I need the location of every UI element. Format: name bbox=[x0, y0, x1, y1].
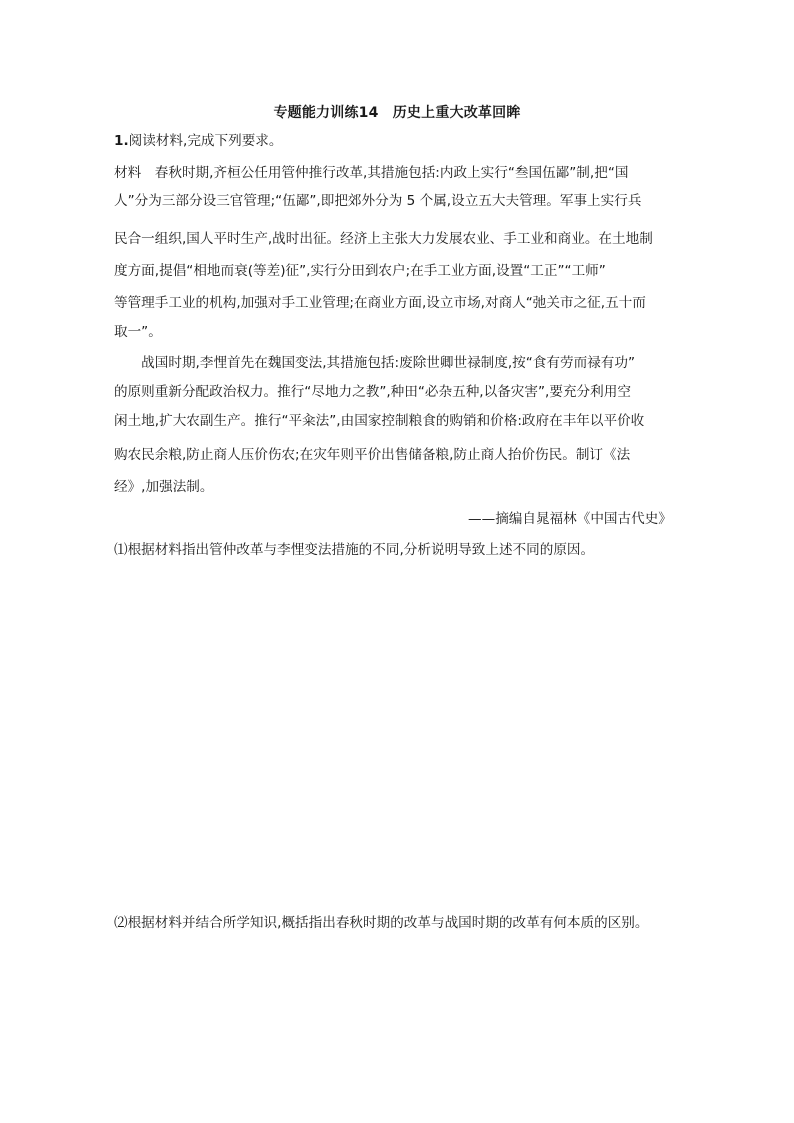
question-header bbox=[114, 132, 282, 150]
material-line: 等管理手工业的机构,加强对手工业管理;在商业方面,设立市场,对商人“弛关市之征,五十而 bbox=[114, 295, 646, 311]
material-line: 的原则重新分配政治权力。推行“尽地力之教”,种田“必杂五种,以备灾害”,要充分利用空 bbox=[114, 384, 631, 400]
page-title: 专题能力训练14 历史上重大改革回眸 bbox=[273, 105, 521, 121]
material-line: 材料 春秋时期,齐桓公任用管仲推行改革,其措施包括:内政上实行“叁国伍鄙”制,把“国 bbox=[114, 165, 629, 181]
sub-question-1: ⑴根据材料指出管仲改革与李悝变法措施的不同,分析说明导致上述不同的原因。 bbox=[114, 542, 595, 558]
material-line: 度方面,提倡“相地而衰(等差)征”,实行分田到农户;在手工业方面,设置“工正”“工师” bbox=[114, 263, 606, 279]
material-line: 闲土地,扩大农副生产。推行“平籴法”,由国家控制粮食的购销和价格:政府在丰年以平价收 bbox=[114, 413, 645, 429]
question-number: 1. bbox=[114, 133, 129, 149]
sub-question-2: ⑵根据材料并结合所学知识,概括指出春秋时期的改革与战国时期的改革有何本质的区别。 bbox=[114, 915, 649, 931]
material-line: 经》,加强法制。 bbox=[114, 479, 214, 495]
question-prompt: 阅读材料,完成下列要求。 bbox=[128, 133, 283, 149]
material-line: 取一”。 bbox=[114, 324, 162, 340]
material-line: 人”分为三部分设三官管理;“伍鄙”,即把郊外分为 5 个属,设立五大夫管理。军事上实行兵 bbox=[114, 193, 642, 209]
material-line: 民合一组织,国人平时生产,战时出征。经济上主张大力发展农业、手工业和商业。在土地制 bbox=[114, 231, 653, 247]
material-line: 战国时期,李悝首先在魏国变法,其措施包括:废除世卿世禄制度,按“食有劳而禄有功” bbox=[114, 355, 636, 371]
material-line: 购农民余粮,防止商人压价伤农;在灾年则平价出售储备粮,防止商人抬价伤民。制订《法 bbox=[114, 447, 631, 463]
material-source: ——摘编自晁福林《中国古代史》 bbox=[468, 511, 672, 527]
